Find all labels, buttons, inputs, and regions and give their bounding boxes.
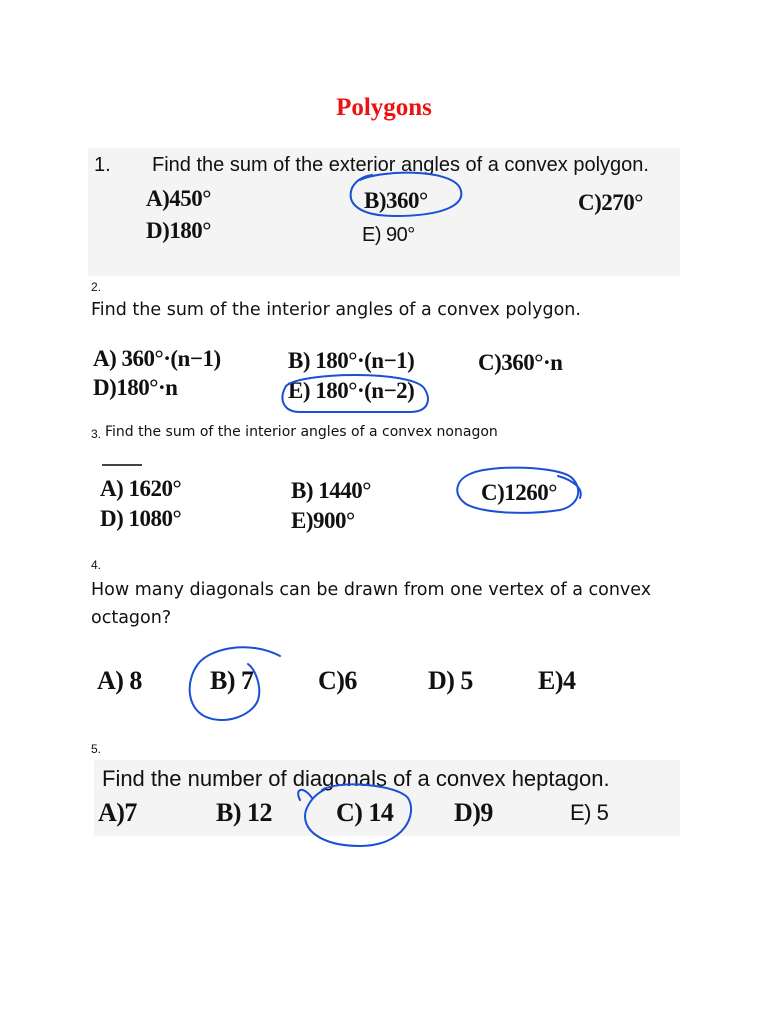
question-3-number: 3. xyxy=(91,427,102,441)
question-5-number: 5. xyxy=(91,742,102,756)
question-1-option-d[interactable]: D)180° xyxy=(146,218,211,243)
question-3 xyxy=(88,424,688,544)
question-4 xyxy=(88,558,688,708)
question-3-option-c[interactable]: C)1260° xyxy=(481,480,557,505)
question-2-option-c[interactable]: C)360°·n xyxy=(478,350,563,375)
question-1-option-c[interactable]: C)270° xyxy=(578,190,643,215)
question-5-label xyxy=(88,738,128,758)
question-1-number: 1. xyxy=(94,154,111,176)
question-2-option-a[interactable]: A) 360°·(n−1) xyxy=(93,346,221,371)
question-4-text-line-2: octagon? xyxy=(91,608,172,628)
question-4-option-b[interactable]: B) 7 xyxy=(210,666,254,695)
question-3-option-e[interactable]: E)900° xyxy=(291,508,355,533)
question-2-option-e[interactable]: E) 180°·(n−2) xyxy=(288,378,415,403)
question-4-text-line-1: How many diagonals can be drawn from one vertex of a convex xyxy=(91,580,652,600)
question-3-text: Find the sum of the interior angles of a convex nonagon xyxy=(105,424,498,440)
page-title: Polygons xyxy=(336,94,432,121)
question-1-option-b[interactable]: B)360° xyxy=(364,188,428,213)
question-4-option-c[interactable]: C)6 xyxy=(318,666,357,695)
question-1 xyxy=(88,148,680,276)
question-1-option-a[interactable]: A)450° xyxy=(146,186,211,211)
question-5-text: Find the number of diagonals of a convex heptagon. xyxy=(102,766,610,791)
question-2 xyxy=(88,280,688,415)
scan-artifact xyxy=(102,464,142,466)
question-4-option-a[interactable]: A) 8 xyxy=(97,666,142,695)
question-5-option-b[interactable]: B) 12 xyxy=(216,798,272,827)
question-3-option-b[interactable]: B) 1440° xyxy=(291,478,371,503)
question-5-option-d[interactable]: D)9 xyxy=(454,798,493,827)
question-2-option-b[interactable]: B) 180°·(n−1) xyxy=(288,348,415,373)
question-4-number: 4. xyxy=(91,558,102,572)
question-2-text: Find the sum of the interior angles of a convex polygon. xyxy=(91,300,581,320)
question-4-option-d[interactable]: D) 5 xyxy=(428,666,473,695)
question-5-option-a[interactable]: A)7 xyxy=(98,798,137,827)
question-5-option-e[interactable]: E) 5 xyxy=(570,800,609,825)
question-1-option-e[interactable]: E) 90° xyxy=(362,224,415,246)
question-2-option-d[interactable]: D)180°·n xyxy=(93,375,178,400)
question-5 xyxy=(94,760,680,836)
question-3-option-a[interactable]: A) 1620° xyxy=(100,476,182,501)
question-3-option-d[interactable]: D) 1080° xyxy=(100,506,182,531)
question-1-text: Find the sum of the exterior angles of a convex polygon. xyxy=(152,154,649,176)
question-5-option-c[interactable]: C) 14 xyxy=(336,798,394,827)
question-2-number: 2. xyxy=(91,280,102,294)
question-4-option-e[interactable]: E)4 xyxy=(538,666,576,695)
